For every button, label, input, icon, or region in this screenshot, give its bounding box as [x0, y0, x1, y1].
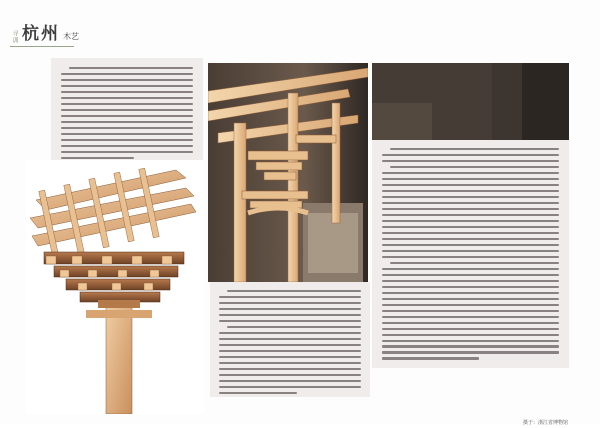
photo-caption — [523, 409, 568, 428]
paragraph-lines-middle — [219, 290, 361, 394]
header-kicker: 寻训 — [11, 30, 18, 44]
beam-detail-illustration — [372, 63, 569, 140]
photo-beam-detail — [372, 63, 569, 140]
text-panel-right — [372, 140, 569, 368]
text-panel-left — [51, 58, 203, 161]
dougong-model-illustration — [26, 160, 204, 414]
header-subtitle: 木艺 — [63, 32, 79, 41]
header-divider — [10, 46, 74, 47]
photo-timber-frame — [208, 63, 368, 282]
timber-frame-illustration — [208, 63, 368, 282]
photo-dougong-model — [26, 160, 204, 414]
text-panel-middle — [210, 282, 370, 397]
header-title: 杭州 — [22, 24, 60, 44]
paragraph-lines-right — [382, 148, 559, 360]
paragraph-lines-left — [61, 67, 193, 159]
page-header — [10, 16, 79, 44]
caption-text: 摄于：浙江省博物馆 — [522, 420, 568, 426]
